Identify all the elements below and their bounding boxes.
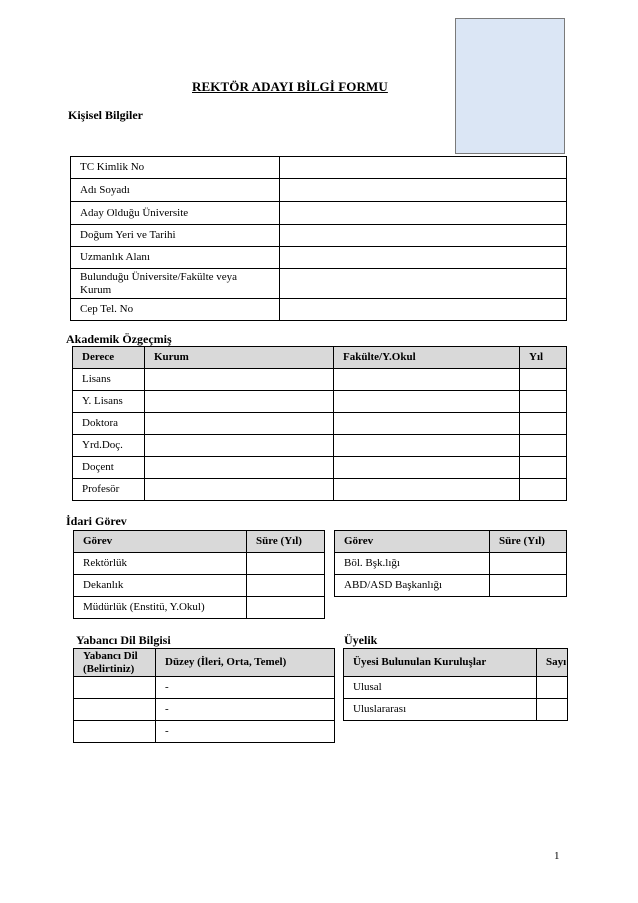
table-row	[73, 479, 567, 501]
cell[interactable]	[247, 597, 325, 619]
table-header-row	[73, 347, 567, 369]
row-label: Profesör	[73, 479, 145, 501]
table-row	[74, 699, 335, 721]
membership-heading: Üyelik	[344, 633, 378, 647]
col-header: Süre (Yıl)	[490, 531, 567, 553]
cell[interactable]	[334, 435, 520, 457]
table-row	[74, 597, 325, 619]
membership-table	[343, 648, 568, 721]
table-header-row	[335, 531, 567, 553]
table-row	[71, 179, 567, 202]
admin-heading: İdari Görev	[66, 514, 127, 528]
personal-heading: Kişisel Bilgiler	[68, 108, 143, 122]
name-field[interactable]	[280, 179, 567, 202]
cell[interactable]	[334, 391, 520, 413]
row-label: Aday Olduğu Üniversite	[71, 202, 280, 225]
cell[interactable]	[520, 435, 567, 457]
cell[interactable]	[520, 457, 567, 479]
expertise-field[interactable]	[280, 247, 567, 269]
cell[interactable]	[145, 457, 334, 479]
row-label: Müdürlük (Enstitü, Y.Okul)	[74, 597, 247, 619]
cell[interactable]	[145, 369, 334, 391]
col-header: Kurum	[145, 347, 334, 369]
photo-box	[455, 18, 565, 154]
table-row	[73, 457, 567, 479]
cell[interactable]	[334, 457, 520, 479]
col-header: Sayı	[537, 649, 568, 677]
cell[interactable]	[247, 575, 325, 597]
cell[interactable]	[145, 391, 334, 413]
row-label: Yrd.Doç.	[73, 435, 145, 457]
cell[interactable]	[490, 553, 567, 575]
row-label: Cep Tel. No	[71, 299, 280, 321]
col-header: Görev	[74, 531, 247, 553]
table-row	[74, 721, 335, 743]
cell[interactable]	[74, 699, 156, 721]
cell[interactable]	[145, 479, 334, 501]
row-label: Doktora	[73, 413, 145, 435]
table-row	[74, 677, 335, 699]
personal-table	[70, 156, 567, 321]
table-row	[335, 553, 567, 575]
table-row	[71, 269, 567, 299]
birth-field[interactable]	[280, 225, 567, 247]
cell[interactable]	[520, 391, 567, 413]
col-header: Yıl	[520, 347, 567, 369]
cell[interactable]	[490, 575, 567, 597]
phone-field[interactable]	[280, 299, 567, 321]
table-row	[71, 225, 567, 247]
table-row	[73, 391, 567, 413]
cell[interactable]	[145, 413, 334, 435]
row-label: Uluslararası	[344, 699, 537, 721]
cell-value[interactable]: -	[156, 721, 335, 743]
table-header-row	[344, 649, 568, 677]
institution-field[interactable]	[280, 269, 567, 299]
cell[interactable]	[537, 699, 568, 721]
table-header-row	[74, 531, 325, 553]
table-row	[73, 369, 567, 391]
row-label: ABD/ASD Başkanlığı	[335, 575, 490, 597]
col-header: Görev	[335, 531, 490, 553]
col-header: Düzey (İleri, Orta, Temel)	[156, 649, 335, 677]
table-row	[71, 157, 567, 179]
col-header: Fakülte/Y.Okul	[334, 347, 520, 369]
cell-value[interactable]: -	[156, 677, 335, 699]
cell[interactable]	[145, 435, 334, 457]
admin-left-table	[73, 530, 325, 619]
cell[interactable]	[520, 369, 567, 391]
cell[interactable]	[334, 479, 520, 501]
row-label: Adı Soyadı	[71, 179, 280, 202]
cell[interactable]	[247, 553, 325, 575]
table-row	[73, 413, 567, 435]
table-header-row	[74, 649, 335, 677]
row-label: Böl. Bşk.lığı	[335, 553, 490, 575]
cell[interactable]	[74, 721, 156, 743]
cell[interactable]	[74, 677, 156, 699]
col-header: Derece	[73, 347, 145, 369]
academic-table	[72, 346, 567, 501]
page-number: 1	[554, 850, 560, 862]
row-label: Lisans	[73, 369, 145, 391]
col-header: Yabancı Dil (Belirtiniz)	[74, 649, 156, 677]
language-heading: Yabancı Dil Bilgisi	[76, 633, 171, 647]
table-row	[73, 435, 567, 457]
row-label: Doçent	[73, 457, 145, 479]
row-label: Bulunduğu Üniversite/Fakülte veya Kurum	[71, 269, 280, 299]
language-table	[73, 648, 335, 743]
row-label: TC Kimlik No	[71, 157, 280, 179]
row-label: Ulusal	[344, 677, 537, 699]
admin-right-table	[334, 530, 567, 597]
table-row	[344, 677, 568, 699]
row-label: Y. Lisans	[73, 391, 145, 413]
academic-heading: Akademik Özgeçmiş	[66, 332, 172, 346]
cell[interactable]	[520, 413, 567, 435]
university-field[interactable]	[280, 202, 567, 225]
cell[interactable]	[520, 479, 567, 501]
tc-kimlik-field[interactable]	[280, 157, 567, 179]
cell-value[interactable]: -	[156, 699, 335, 721]
row-label: Rektörlük	[74, 553, 247, 575]
table-row	[74, 575, 325, 597]
col-header: Süre (Yıl)	[247, 531, 325, 553]
row-label: Dekanlık	[74, 575, 247, 597]
row-label: Doğum Yeri ve Tarihi	[71, 225, 280, 247]
cell[interactable]	[334, 413, 520, 435]
col-header: Üyesi Bulunulan Kuruluşlar	[344, 649, 537, 677]
table-row	[344, 699, 568, 721]
cell[interactable]	[334, 369, 520, 391]
table-row	[335, 575, 567, 597]
form-title: REKTÖR ADAYI BİLGİ FORMU	[192, 79, 388, 94]
table-row	[74, 553, 325, 575]
row-label: Uzmanlık Alanı	[71, 247, 280, 269]
table-row	[71, 299, 567, 321]
table-row	[71, 202, 567, 225]
cell[interactable]	[537, 677, 568, 699]
table-row	[71, 247, 567, 269]
